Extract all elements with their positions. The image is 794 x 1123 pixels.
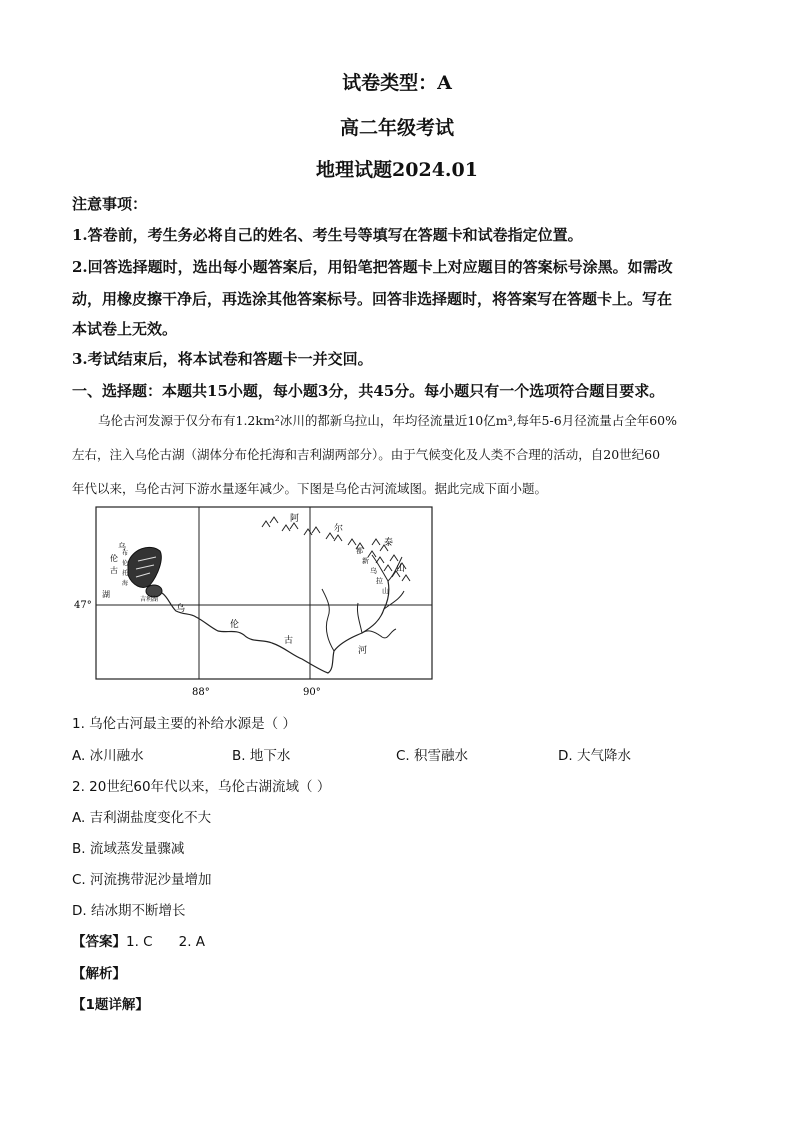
q1-option-a[interactable]: A. 冰川融水 <box>72 748 144 764</box>
label-xin: 新 <box>362 557 369 565</box>
label-lake-wu: 乌 <box>118 542 126 551</box>
lon-label-left: 88° <box>192 687 210 698</box>
question-2-stem: 2. 20世纪60年代以来，乌伦古湖流域（ ） <box>72 779 331 795</box>
notice-item-3: 3.考试结束后，将本试卷和答题卡一并交回。 <box>72 350 373 368</box>
notice-item-2b: 动，用橡皮擦干净后，再选涂其他答案标号。回答非选择题时，将答案写在答题卡上。写在 <box>72 290 673 308</box>
label-du: 都 <box>356 547 363 555</box>
answer-1: 1. C <box>126 934 153 950</box>
q1-option-b[interactable]: B. 地下水 <box>232 748 291 764</box>
paper-type: 试卷类型：A <box>342 72 452 94</box>
label-er: 尔 <box>334 524 344 534</box>
tributary-6 <box>357 603 362 633</box>
passage-line-3: 年代以来，乌伦古河下游水量逐年减少。下图是乌伦古河流域图。据此完成下面小题。 <box>72 481 548 496</box>
notice-title: 注意事项： <box>72 195 148 213</box>
passage-line-1: 乌伦古河发源于仅分布有1.2km²冰川的都新乌拉山，年均径流量近10亿m³,每年5-6月径流量占全年60% <box>98 413 677 428</box>
passage-line-2: 左右，注入乌伦古湖（湖体分布伦托海和吉利湖两部分）。由于气候变化及人类不合理的活动，自20世纪60 <box>72 447 661 462</box>
label-bu: 布 <box>122 550 129 557</box>
notice-item-2a: 2.回答选择题时，选出每小题答案后，用铅笔把答题卡上对应题目的答案标号涂黑。如需改 <box>72 258 673 276</box>
label-shan: 山 <box>396 564 406 574</box>
notice-item-2c: 本试卷上无效。 <box>72 320 178 338</box>
analysis-label: 【解析】 <box>72 966 126 982</box>
label-a: 阿 <box>290 514 300 524</box>
question-1-stem: 1. 乌伦古河最主要的补给水源是（ ） <box>72 716 296 732</box>
river-basin-map <box>72 505 438 700</box>
grade-title: 高二年级考试 <box>339 117 454 139</box>
tributary-2 <box>322 589 334 651</box>
answer-row <box>72 930 205 950</box>
label-hai: 海 <box>122 580 129 587</box>
q1-option-c[interactable]: C. 积雪融水 <box>396 748 469 764</box>
answer-2: 2. A <box>178 934 206 950</box>
q1-option-d[interactable]: D. 大气降水 <box>558 748 631 764</box>
section-title: 一、选择题：本题共15小题，每小题3分，共45分。每小题只有一个选项符合题目要求。 <box>72 382 665 400</box>
q2-option-c[interactable]: C. 河流携带泥沙量增加 <box>72 872 212 888</box>
answer-label: 【答案】 <box>72 934 126 950</box>
label-wu: 乌 <box>370 567 377 575</box>
label-lake-gu: 古 <box>110 566 118 575</box>
label-tai: 泰 <box>384 538 394 548</box>
q2-option-b[interactable]: B. 流域蒸发量骤减 <box>72 841 185 857</box>
detail-label: 【1题详解】 <box>72 997 149 1013</box>
label-shan2: 山 <box>382 587 389 595</box>
label-lake-hu: 湖 <box>102 590 110 599</box>
q2-option-d[interactable]: D. 结冰期不断增长 <box>72 903 186 919</box>
label-river-he: 河 <box>358 646 368 656</box>
label-river-lun: 伦 <box>230 620 240 630</box>
lon-label-right: 90° <box>303 687 321 698</box>
label-jili: 吉利湖 <box>140 596 159 603</box>
label-river-wu: 乌 <box>176 604 186 614</box>
notice-item-1: 1.答卷前，考生务必将自己的姓名、考生号等填写在答题卡和试卷指定位置。 <box>72 226 583 244</box>
ulungur-river <box>162 581 389 673</box>
label-la: 拉 <box>376 577 383 585</box>
label-lun-small: 伦 <box>122 560 129 567</box>
q2-option-a[interactable]: A. 吉利湖盐度变化不大 <box>72 810 212 826</box>
subject-title: 地理试题2024.01 <box>316 159 478 181</box>
label-river-gu: 古 <box>284 636 294 646</box>
passage <box>72 404 732 506</box>
label-lake-lun: 伦 <box>110 554 118 563</box>
label-tuo: 托 <box>122 570 129 577</box>
lat-label: 47° <box>74 600 92 611</box>
